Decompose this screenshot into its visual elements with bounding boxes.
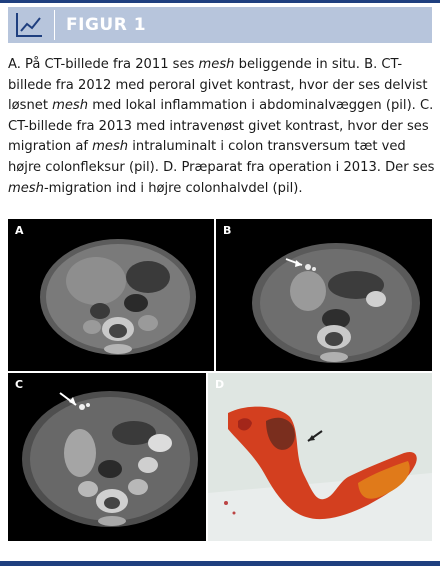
panel-c-ct-image — [8, 373, 206, 541]
caption-text: med lokal inflammation i abdominalvæggen (pil). C. CT-billede fra 2013 med intravenøst givet kontrast, hvor der ses migration af — [8, 98, 434, 155]
panel-b-ct-image — [216, 219, 432, 371]
panel-label-c: C — [15, 378, 24, 391]
specimen-photo-d — [208, 373, 432, 541]
caption-emphasis: mesh — [8, 180, 44, 196]
panel-label-a: A — [15, 224, 24, 237]
bottom-rule — [0, 561, 440, 566]
figure-header — [8, 7, 432, 43]
panel-a-ct-image — [8, 219, 214, 371]
ct-scan-c — [8, 373, 206, 541]
panel-label-b: B — [223, 224, 232, 237]
top-rule — [0, 0, 440, 3]
panel-label-d: D — [215, 378, 225, 391]
caption-text: -migration ind i højre colonhalvdel (pil). — [43, 180, 303, 196]
panel-d-specimen-photo — [208, 373, 432, 541]
figure-title: FIGUR 1 — [66, 15, 147, 35]
caption-text: intraluminalt i colon transversum tæt ved højre colonfleksur (pil). D. Præparat fra operation i 2013. Der ses — [8, 139, 435, 175]
caption-text: A. På CT-billede fra 2011 ses — [8, 57, 199, 72]
caption-emphasis: mesh — [52, 98, 89, 114]
caption-emphasis: mesh — [92, 139, 129, 155]
header-separator — [54, 10, 55, 40]
ct-scan-a — [8, 219, 214, 371]
figure-caption — [8, 55, 436, 199]
caption-emphasis: mesh — [198, 57, 235, 72]
line-chart-icon — [14, 11, 44, 39]
ct-scan-b — [216, 219, 432, 371]
caption-text: beliggende in situ. B. CT-billede fra 2012 med peroral givet kontrast, hvor der ses delvist løsnet — [8, 57, 428, 114]
